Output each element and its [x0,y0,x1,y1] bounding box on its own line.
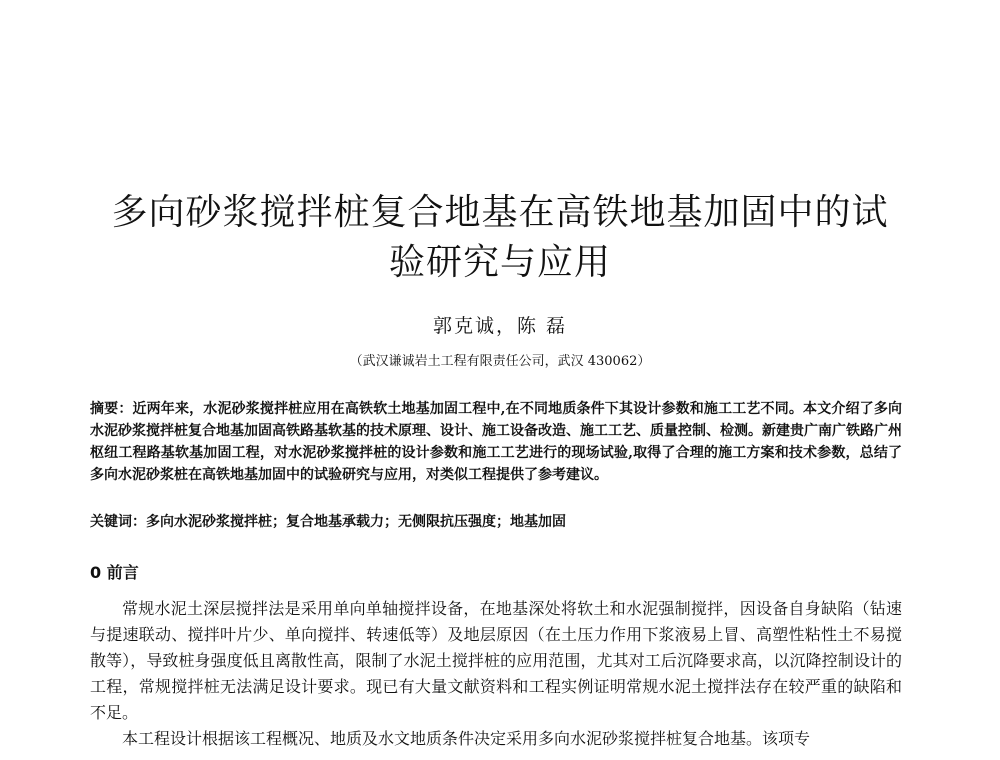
paper-authors: 郭克诚，陈 磊 [432,315,568,337]
body-paragraph: 本工程设计根据该工程概况、地质及水文地质条件决定采用多向水泥砂浆搅拌桩复合地基。该项专 [122,729,811,748]
paper-title [60,188,940,288]
paper-affiliation: （武汉谦诚岩土工程有限责任公司，武汉 430062） [349,354,651,369]
abstract-label: 摘要： [90,401,133,417]
abstract [90,398,902,486]
keywords [90,511,902,533]
section-heading-introduction: 0 前言 [90,563,139,582]
body-text [90,596,902,752]
body-paragraph: 常规水泥土深层搅拌法是采用单向单轴搅拌设备，在地基深处将软土和水泥强制搅拌，因设备自身缺陷（钻速与提速联动、搅拌叶片少、单向搅拌、转速低等）及地层原因（在土压力作用下浆液易上冒、高塑性粘性土不易搅散等），导致桩身强度低且离散性高，限制了水泥土搅拌桩的应用范围，尤其对工后沉降要求高，以沉降控制设计的工程，常规搅拌桩无法满足设计要求。现已有大量文献资料和工程实例证明常规水泥土搅拌法存在较严重的缺陷和不足。 [90,599,902,722]
abstract-text: 近两年来，水泥砂浆搅拌桩应用在高铁软土地基加固工程中,在不同地质条件下其设计参数和施工工艺不同。本文介绍了多向水泥砂浆搅拌桩复合地基加固高铁路基软基的技术原理、设计、施工设备改造、施工工艺、质量控制、检测。新建贵广南广铁路广州枢纽工程路基软基加固工程，对水泥砂浆搅拌桩的设计参数和施工工艺进行的现场试验,取得了合理的施工方案和技术参数，总结了多向水泥砂浆桩在高铁地基加固中的试验研究与应用，对类似工程提供了参考建议。 [90,401,902,483]
keywords-text: 多向水泥砂浆搅拌桩；复合地基承载力；无侧限抗压强度；地基加固 [146,514,566,530]
paper-title-line-2: 验研究与应用 [388,242,611,283]
keywords-label: 关键词： [90,514,146,530]
paper-title-line-1: 多向砂浆搅拌桩复合地基在高铁地基加固中的试 [111,192,889,233]
